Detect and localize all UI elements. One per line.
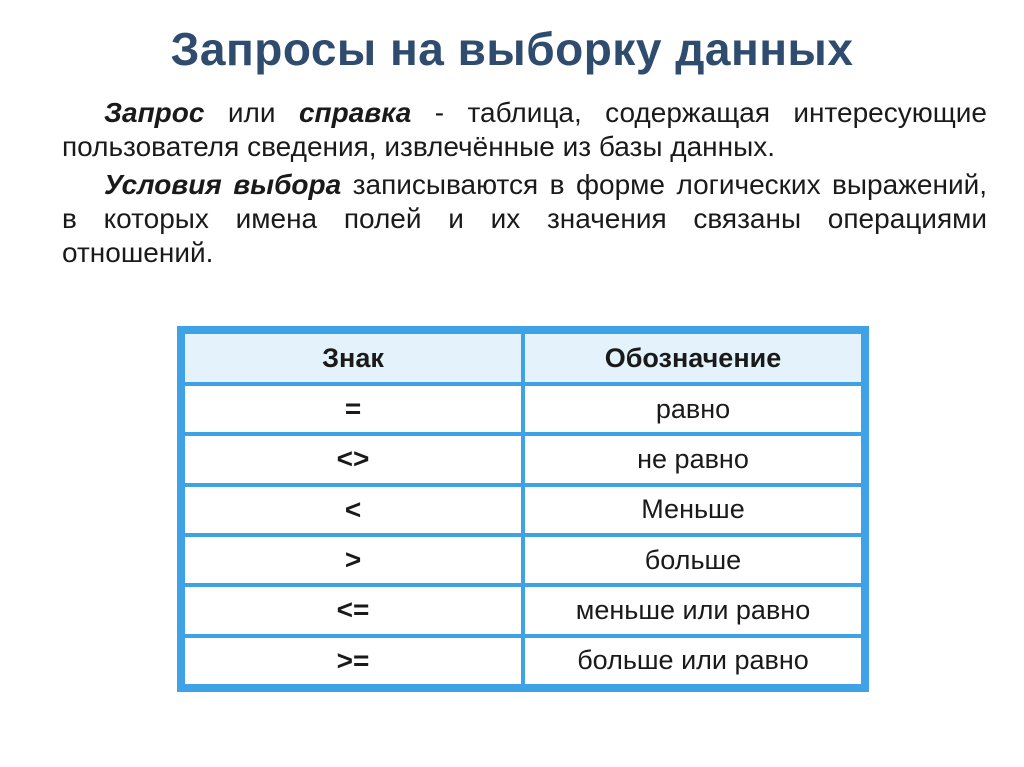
connector-text: или [204,97,299,128]
conditions-text: записываются в форме логических выражений, в которых имена полей и их значения связаны операциями отношений. [62,169,988,268]
sign-cell: < [183,485,523,535]
table-row [183,535,863,585]
table-row [183,636,863,686]
slide-body [62,96,987,270]
slide-title: Запросы на выборку данных [170,23,854,75]
term-reference: справка [298,97,412,128]
sign-cell: <> [183,434,523,484]
meaning-cell: больше [523,535,863,585]
header-meaning: Обозначение [523,332,863,384]
header-sign: Знак [183,332,523,384]
meaning-cell: не равно [523,434,863,484]
sign-cell: >= [183,636,523,686]
table-row [183,384,863,434]
term-selection-conditions: Условия выбора [104,169,342,200]
operators-table [181,330,865,688]
meaning-cell: больше или равно [523,636,863,686]
table-row [183,434,863,484]
operators-table-frame [177,326,869,692]
term-query: Запрос [104,97,205,128]
paragraph-query-definition [62,96,987,164]
meaning-cell: меньше или равно [523,585,863,635]
sign-cell: <= [183,585,523,635]
paragraph-selection-conditions [62,168,987,270]
meaning-cell: равно [523,384,863,434]
sign-cell: > [183,535,523,585]
table-row [183,485,863,535]
table-row [183,585,863,635]
meaning-cell: Меньше [523,485,863,535]
table-header-row [183,332,863,384]
definition-text: - таблица, содержащая интересующие пользователя сведения, извлечённые из базы данных. [62,97,987,162]
sign-cell: = [183,384,523,434]
